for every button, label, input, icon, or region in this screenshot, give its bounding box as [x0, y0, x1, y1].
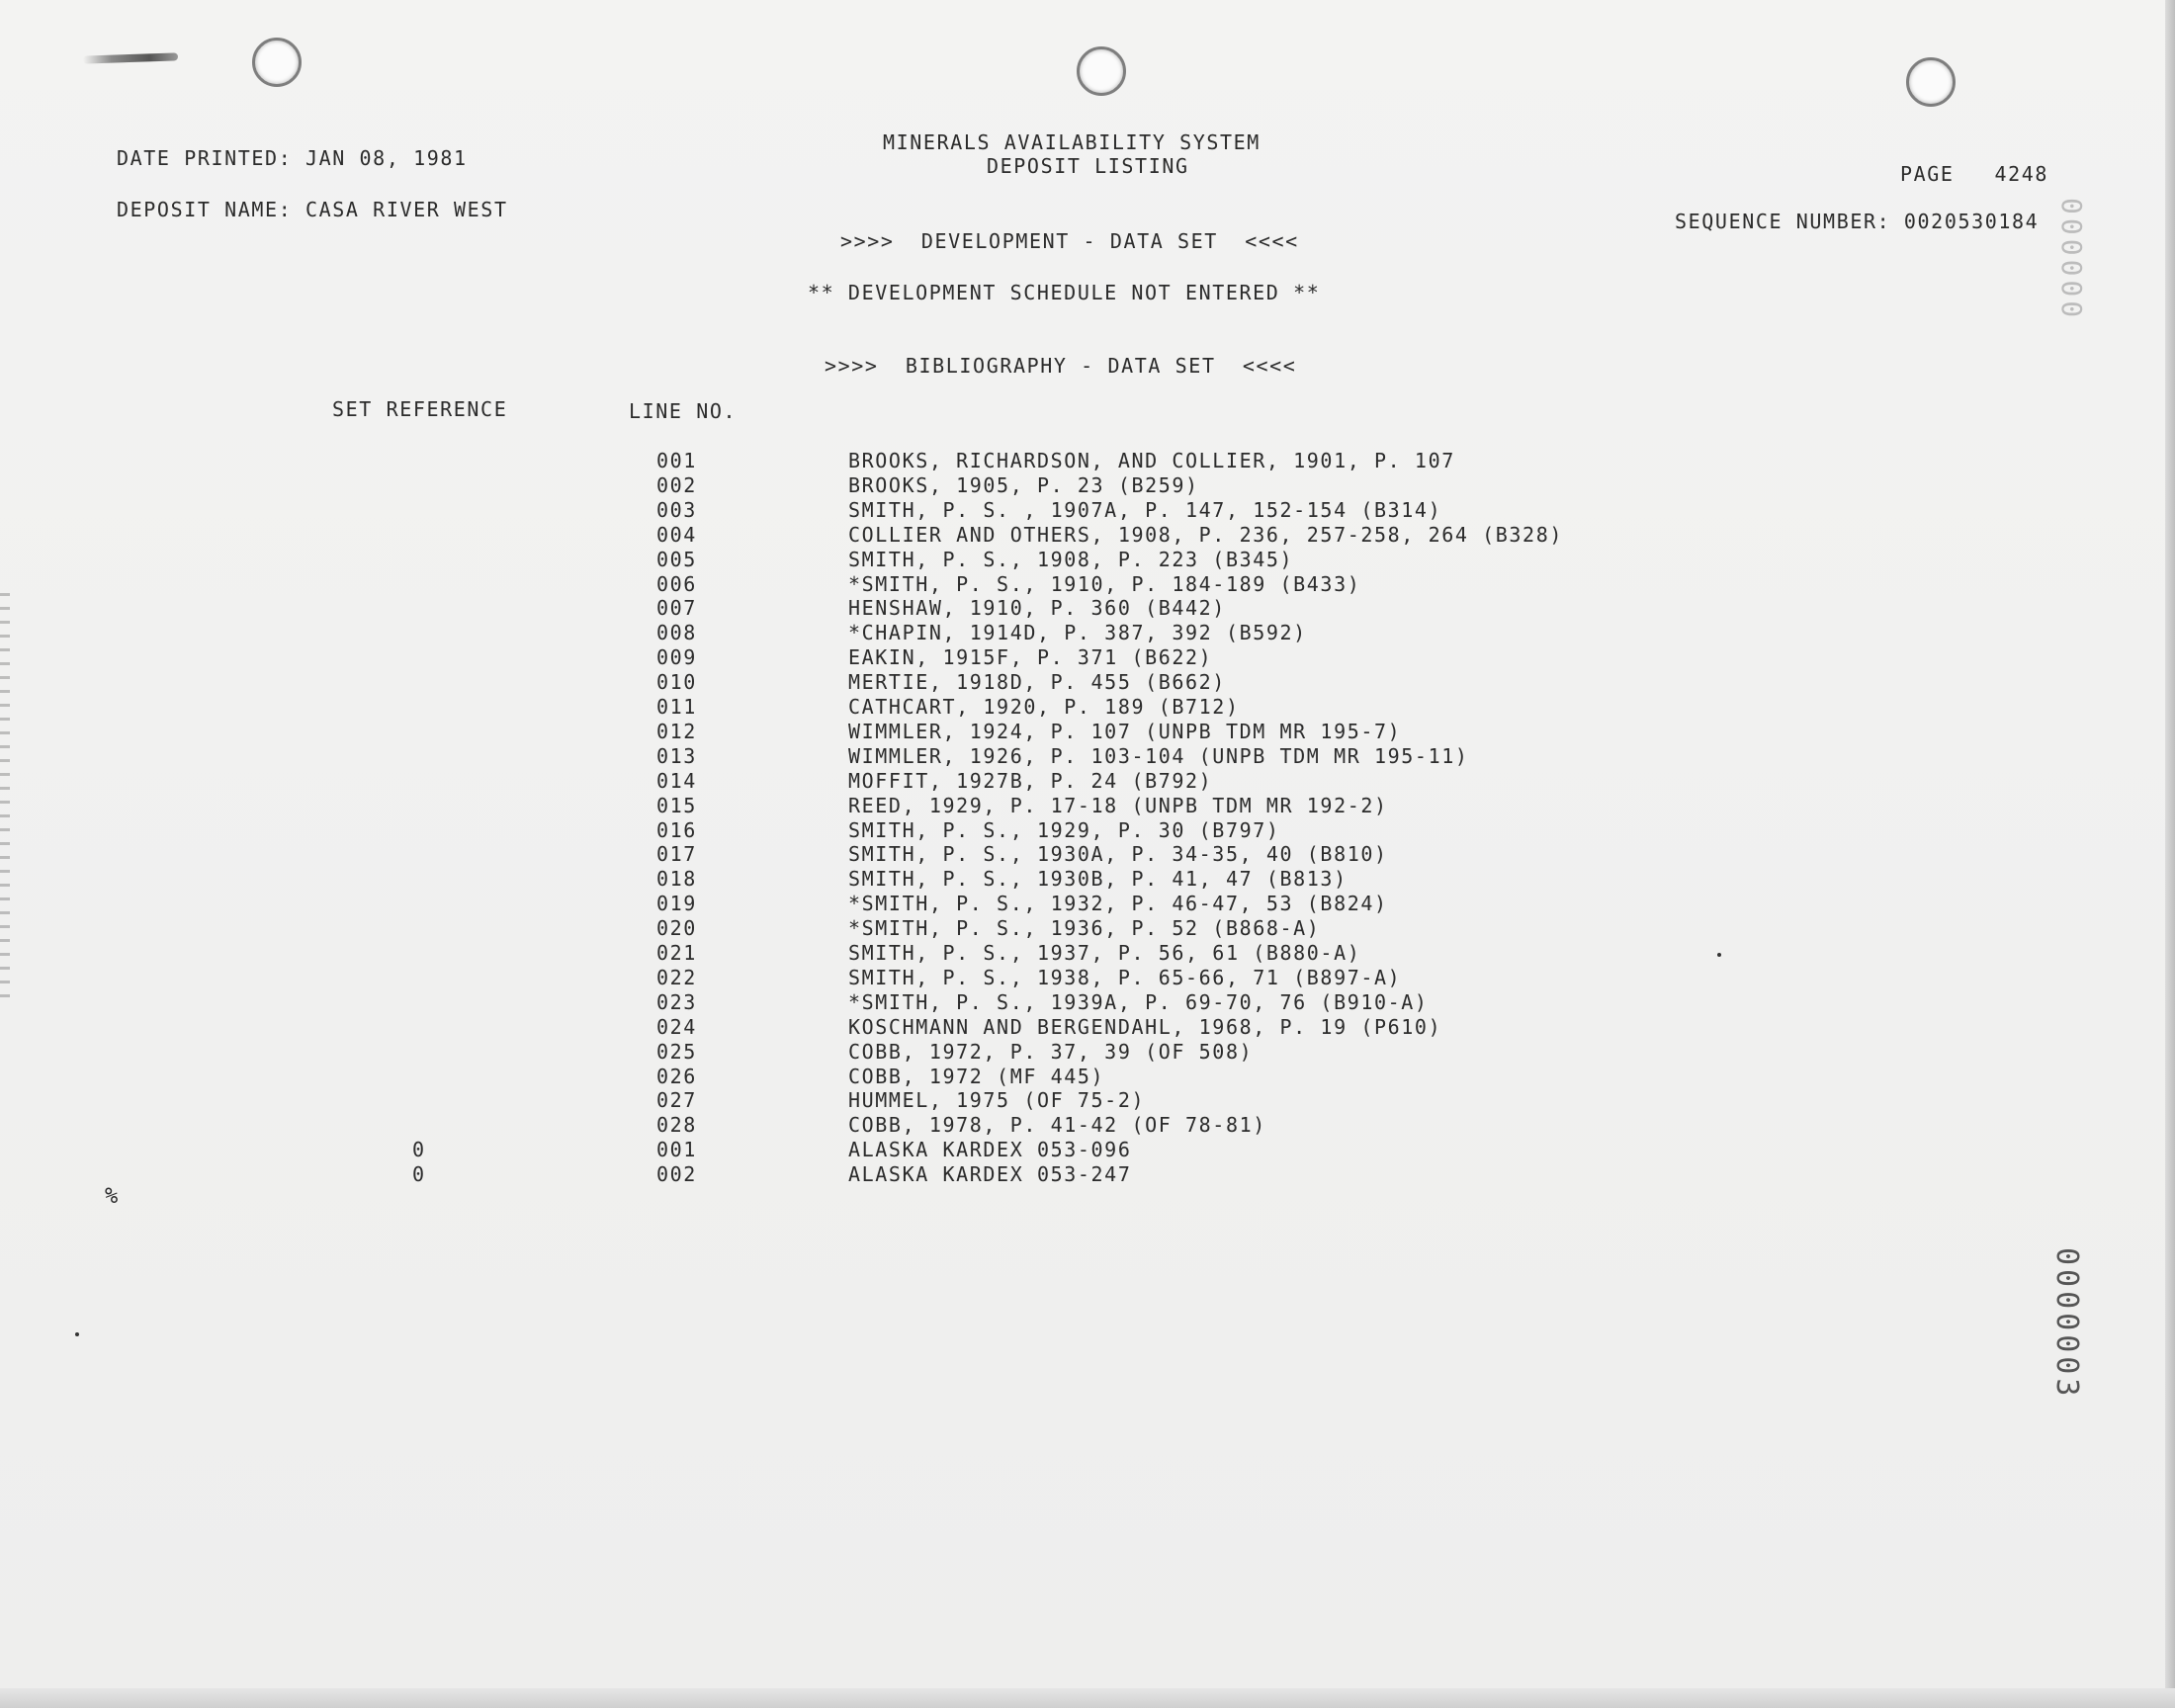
reference-cell: MERTIE, 1918D, P. 455 (B662) — [848, 670, 1226, 695]
bibliography-row — [0, 769, 2175, 793]
reference-cell: HUMMEL, 1975 (OF 75-2) — [848, 1088, 1146, 1113]
bibliography-row — [0, 645, 2175, 669]
bibliography-row — [0, 916, 2175, 940]
bibliography-row — [0, 990, 2175, 1014]
reference-cell: SMITH, P. S., 1930B, P. 41, 47 (B813) — [848, 867, 1348, 892]
line-number-cell: 001 — [656, 1138, 697, 1162]
bibliography-row — [0, 1138, 2175, 1161]
reference-cell: WIMMLER, 1924, P. 107 (UNPB TDM MR 195-7) — [848, 719, 1402, 743]
stamped-number: 0000003 — [2049, 1247, 2084, 1401]
reference-cell: KOSCHMANN AND BERGENDAHL, 1968, P. 19 (P610) — [848, 1014, 1442, 1039]
listing-title: DEPOSIT LISTING — [987, 154, 1189, 178]
line-number-cell: 012 — [656, 719, 697, 743]
bibliography-row — [0, 1040, 2175, 1064]
bibliography-row — [0, 720, 2175, 743]
line-number-cell: 024 — [656, 1014, 697, 1039]
bibliography-row — [0, 572, 2175, 596]
reference-cell: BROOKS, 1905, P. 23 (B259) — [848, 472, 1199, 497]
line-number-cell: 027 — [656, 1088, 697, 1113]
reference-cell: COBB, 1972 (MF 445) — [848, 1064, 1105, 1088]
line-number-cell: 020 — [656, 916, 697, 941]
reference-cell: SMITH, P. S., 1937, P. 56, 61 (B880-A) — [848, 941, 1361, 965]
punch-hole-center — [1077, 46, 1126, 96]
sequence-number: SEQUENCE NUMBER: 0020530184 — [1675, 210, 2040, 233]
bibliography-row — [0, 523, 2175, 547]
bibliography-row — [0, 1088, 2175, 1112]
reference-cell: SMITH, P. S., 1908, P. 223 (B345) — [848, 547, 1294, 571]
bibliography-row — [0, 842, 2175, 866]
reference-cell: SMITH, P. S. , 1907A, P. 147, 152-154 (B314) — [848, 497, 1442, 522]
reference-cell: *SMITH, P. S., 1936, P. 52 (B868-A) — [848, 916, 1321, 941]
line-number-cell: 013 — [656, 743, 697, 768]
reference-cell: EAKIN, 1915F, P. 371 (B622) — [848, 645, 1213, 670]
page-number: PAGE 4248 — [1900, 162, 2049, 186]
set-reference-cell: 0 — [412, 1162, 426, 1187]
reference-cell: SMITH, P. S., 1929, P. 30 (B797) — [848, 817, 1280, 842]
line-number-cell: 001 — [656, 449, 697, 472]
reference-cell: COBB, 1972, P. 37, 39 (OF 508) — [848, 1039, 1254, 1064]
line-number-cell: 007 — [656, 596, 697, 621]
line-number-cell: 006 — [656, 571, 697, 596]
reference-cell: *SMITH, P. S., 1910, P. 184-189 (B433) — [848, 571, 1361, 596]
set-reference-cell: 0 — [412, 1138, 426, 1162]
line-number-cell: 005 — [656, 547, 697, 571]
bibliography-row — [0, 1015, 2175, 1039]
column-header-set-reference: SET REFERENCE — [332, 397, 508, 421]
bibliography-row — [0, 695, 2175, 719]
reference-cell: ALASKA KARDEX 053-247 — [848, 1162, 1132, 1187]
line-number-cell: 002 — [656, 1162, 697, 1187]
pen-mark — [83, 52, 178, 63]
punch-hole-right — [1906, 57, 1956, 107]
line-number-cell: 002 — [656, 472, 697, 497]
reference-cell: COLLIER AND OTHERS, 1908, P. 236, 257-258, 264 (B328) — [848, 522, 1563, 547]
reference-cell: SMITH, P. S., 1930A, P. 34-35, 40 (B810) — [848, 842, 1388, 867]
speck — [75, 1332, 79, 1336]
line-number-cell: 015 — [656, 793, 697, 817]
faint-stamped-number: 000000 — [2055, 198, 2088, 322]
reference-cell: *CHAPIN, 1914D, P. 387, 392 (B592) — [848, 621, 1307, 645]
reference-cell: HENSHAW, 1910, P. 360 (B442) — [848, 596, 1226, 621]
system-title: MINERALS AVAILABILITY SYSTEM — [883, 130, 1261, 154]
reference-cell: *SMITH, P. S., 1939A, P. 69-70, 76 (B910-A) — [848, 989, 1429, 1014]
bibliography-row — [0, 794, 2175, 817]
column-header-line-no: LINE NO. — [629, 399, 738, 423]
bibliography-row — [0, 966, 2175, 989]
line-number-cell: 022 — [656, 965, 697, 989]
line-number-cell: 017 — [656, 842, 697, 867]
bibliography-row — [0, 941, 2175, 965]
line-number-cell: 011 — [656, 695, 697, 719]
bibliography-section-title: >>>> BIBLIOGRAPHY - DATA SET <<<< — [825, 354, 1297, 378]
reference-cell: SMITH, P. S., 1938, P. 65-66, 71 (B897-A) — [848, 965, 1402, 989]
bibliography-row — [0, 744, 2175, 768]
bibliography-row — [0, 867, 2175, 891]
line-number-cell: 016 — [656, 817, 697, 842]
line-number-cell: 019 — [656, 892, 697, 916]
bibliography-row — [0, 548, 2175, 571]
reference-cell: *SMITH, P. S., 1932, P. 46-47, 53 (B824) — [848, 892, 1388, 916]
line-number-cell: 021 — [656, 941, 697, 965]
reference-cell: BROOKS, RICHARDSON, AND COLLIER, 1901, P. 107 — [848, 449, 1455, 472]
line-number-cell: 010 — [656, 670, 697, 695]
bibliography-row — [0, 621, 2175, 644]
bibliography-row — [0, 449, 2175, 472]
line-number-cell: 003 — [656, 497, 697, 522]
bibliography-row — [0, 1113, 2175, 1137]
line-number-cell: 025 — [656, 1039, 697, 1064]
line-number-cell: 028 — [656, 1113, 697, 1138]
bibliography-row — [0, 1162, 2175, 1186]
reference-cell: ALASKA KARDEX 053-096 — [848, 1138, 1132, 1162]
end-marker: % — [105, 1184, 120, 1209]
line-number-cell: 004 — [656, 522, 697, 547]
line-number-cell: 018 — [656, 867, 697, 892]
reference-cell: CATHCART, 1920, P. 189 (B712) — [848, 695, 1240, 719]
line-number-cell: 023 — [656, 989, 697, 1014]
line-number-cell: 009 — [656, 645, 697, 670]
line-number-cell: 014 — [656, 768, 697, 793]
bibliography-row — [0, 892, 2175, 915]
bibliography-row — [0, 818, 2175, 842]
reference-cell: REED, 1929, P. 17-18 (UNPB TDM MR 192-2) — [848, 793, 1388, 817]
bibliography-row — [0, 498, 2175, 522]
bibliography-row — [0, 473, 2175, 497]
punch-hole-left — [252, 38, 302, 87]
line-number-cell: 026 — [656, 1064, 697, 1088]
development-note: ** DEVELOPMENT SCHEDULE NOT ENTERED ** — [808, 281, 1321, 304]
page-bottom-edge — [0, 1688, 2175, 1708]
date-printed: DATE PRINTED: JAN 08, 1981 — [117, 146, 468, 170]
bibliography-row — [0, 670, 2175, 694]
speck — [1717, 953, 1721, 957]
bibliography-row — [0, 1065, 2175, 1088]
line-number-cell: 008 — [656, 621, 697, 645]
reference-cell: MOFFIT, 1927B, P. 24 (B792) — [848, 768, 1213, 793]
reference-cell: COBB, 1978, P. 41-42 (OF 78-81) — [848, 1113, 1266, 1138]
deposit-name: DEPOSIT NAME: CASA RIVER WEST — [117, 198, 508, 221]
development-section-title: >>>> DEVELOPMENT - DATA SET <<<< — [840, 229, 1299, 253]
bibliography-row — [0, 596, 2175, 620]
reference-cell: WIMMLER, 1926, P. 103-104 (UNPB TDM MR 195-11) — [848, 743, 1469, 768]
